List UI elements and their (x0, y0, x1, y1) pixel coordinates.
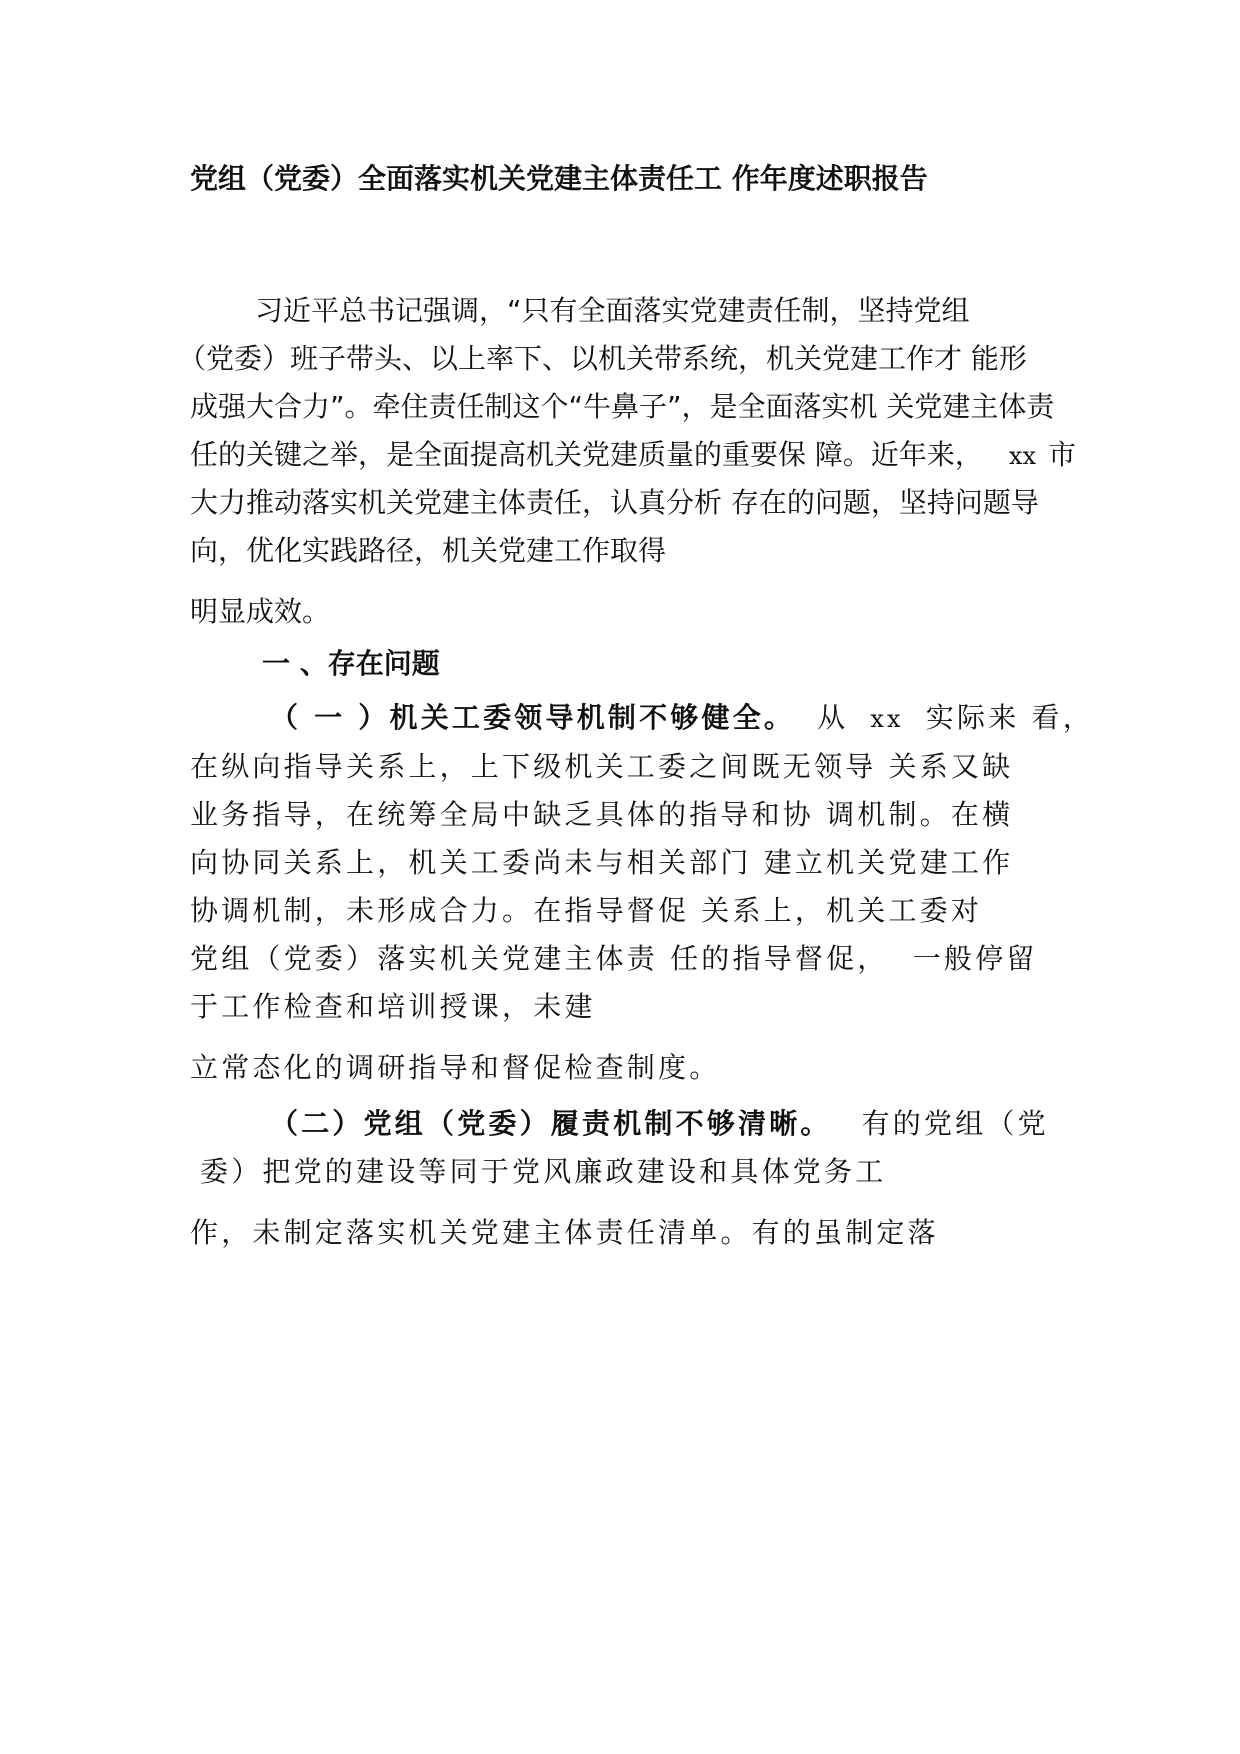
intro-line-4 (190, 435, 1076, 476)
sub1-line-4: 协调机制，未形成合力。在指导督促 关系上，机关工委对 (190, 894, 983, 927)
document-title: 党组（党委）全面落实机关党建主体责任工 作年度述职报告 (190, 162, 928, 195)
sub2-first-line (270, 1104, 1049, 1144)
sub1-line-5: 党组（党委）落实机关党建主体责 任的指导督促， 一般停留 (190, 942, 1038, 975)
intro-line-4-text: 任的关键之举，是全面提高机关党建质量的重要保 障。近年来， (190, 438, 983, 471)
intro-line-2: （党委）班子带头、以上率下、以机关带系统，机关党建工作才 能形 (178, 342, 1027, 375)
sub2-heading-tail: 有的党组（党 (861, 1107, 1049, 1140)
sub2-line-1: 委）把党的建设等同于党风廉政建设和具体党务工 (200, 1155, 887, 1188)
sub2-heading: （二）党组（党委）履责机制不够清晰。 (270, 1107, 832, 1140)
sub1-first-line (270, 698, 1094, 739)
sub1-heading: （ 一 ）机关工委领导机制不够健全。 (270, 701, 796, 734)
intro-line-7: 明显成效。 (190, 595, 331, 628)
section-heading-1: 一 、存在问题 (262, 647, 440, 680)
sub1-from: 从 (817, 701, 849, 734)
intro-city: 市 (1047, 438, 1076, 471)
sub1-line-1: 在纵向指导关系上，上下级机关工委之间既无领导 关系又缺 (190, 750, 1014, 783)
sub1-line-3: 向协同关系上，机关工委尚未与相关部门 建立机关党建工作 (190, 846, 1014, 879)
intro-line-6: 向，优化实践路径，机关党建工作取得 (190, 534, 667, 567)
sub1-line-6: 于工作检查和培训授课，未建 (190, 990, 596, 1023)
sub1-xx: xx (870, 705, 904, 733)
sub1-line-7: 立常态化的调研指导和督促检查制度。 (190, 1051, 721, 1084)
intro-line-1: 习近平总书记强调，“只有全面落实党建责任制，坚持党组 (255, 294, 970, 327)
sub2-line-2: 作，未制定落实机关党建主体责任清单。有的虽制定落 (190, 1216, 939, 1249)
intro-line-3: 成强大合力”。牵住责任制这个“牛鼻子”，是全面落实机 关党建主体责 (190, 390, 1055, 423)
sub1-after-xx: 实际来 看， (925, 701, 1094, 734)
intro-xx: xx (1008, 442, 1036, 470)
intro-line-5: 大力推动落实机关党建主体责任，认真分析 存在的问题，坚持问题导 (190, 486, 1039, 519)
sub1-line-2: 业务指导，在统筹全局中缺乏具体的指导和协 调机制。在横 (190, 798, 1014, 831)
